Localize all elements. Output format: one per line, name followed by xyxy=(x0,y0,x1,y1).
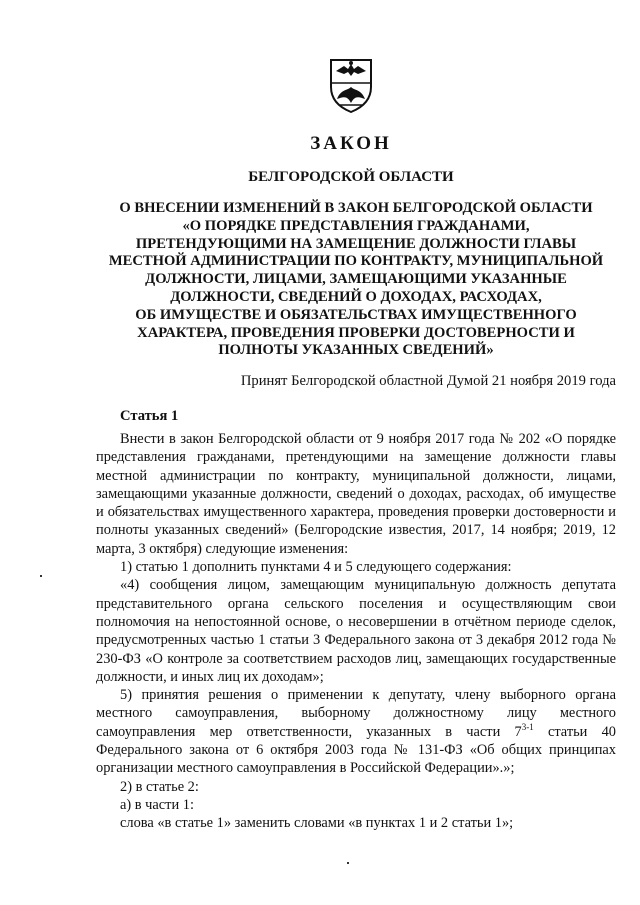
superscript: 3-1 xyxy=(521,721,534,732)
heading-line: «О ПОРЯДКЕ ПРЕДСТАВЛЕНИЯ ГРАЖДАНАМИ, xyxy=(182,217,530,234)
heading-line: ПРЕТЕНДУЮЩИМИ НА ЗАМЕЩЕНИЕ ДОЛЖНОСТИ ГЛАВЫ xyxy=(135,235,577,252)
scan-speck xyxy=(347,862,349,864)
heading-line: ДОЛЖНОСТИ, СВЕДЕНИЙ О ДОХОДАХ, РАСХОДАХ, xyxy=(170,288,542,305)
law-heading xyxy=(96,200,616,360)
paragraph: 1) статью 1 дополнить пунктами 4 и 5 следующего содержания: xyxy=(120,559,512,576)
law-title: ЗАКОН xyxy=(310,133,392,154)
paragraph: 2) в статье 2: xyxy=(120,778,199,795)
paragraph: а) в части 1: xyxy=(120,796,194,813)
paragraph xyxy=(96,686,616,777)
paragraph: «4) сообщения лицом, замещающим муниципальную должность депутата представительного органа сельского поселения и осуществляющим свои полномочия на непостоянной основе, о несовершении в отчётном периоде сделок, предусмотренных частью 1 статьи 3 Федерального закона от 3 декабря 2012 года № 230-ФЗ «О контроле за соответствием расходов лиц, замещающих государственные должности, и иных лиц их доходам»; xyxy=(96,577,616,685)
heading-line: ДОЛЖНОСТИ, ЛИЦАМИ, ЗАМЕЩАЮЩИМИ УКАЗАННЫЕ xyxy=(145,271,567,288)
heading-line: ПОЛНОТЫ УКАЗАННЫХ СВЕДЕНИЙ» xyxy=(218,342,494,359)
article-title: Статья 1 xyxy=(120,408,179,424)
region-title: БЕЛГОРОДСКОЙ ОБЛАСТИ xyxy=(248,169,454,185)
heading-line: ХАРАКТЕРА, ПРОВЕДЕНИЯ ПРОВЕРКИ ДОСТОВЕРНОСТИ И xyxy=(137,324,575,341)
paragraph-text: 5) принятия решения о применении к депутату, члену выборного органа местного самоуправления, выборному должностному лицу местного самоуправления мер ответственности, указанных в части 7 xyxy=(96,687,616,740)
heading-line: ОБ ИМУЩЕСТВЕ И ОБЯЗАТЕЛЬСТВАХ ИМУЩЕСТВЕННОГО xyxy=(135,306,577,323)
adoption-line: Принят Белгородской областной Думой 21 ноября 2019 года xyxy=(240,373,616,389)
heading-line: МЕСТНОЙ АДМИНИСТРАЦИИ ПО КОНТРАКТУ, МУНИЦИПАЛЬНОЙ xyxy=(108,253,604,270)
scan-speck xyxy=(40,575,42,577)
paragraph-text: статьи 40 Федерального закона от 6 октября 2003 года № 131-ФЗ «Об общих принципах организации местного самоуправления в Российской Федерации».»; xyxy=(96,723,616,777)
paragraph: слова «в статье 1» заменить словами «в пунктах 1 и 2 статьи 1»; xyxy=(120,815,514,832)
belgorod-coat-of-arms-icon xyxy=(328,57,374,113)
paragraph: Внести в закон Белгородской области от 9 ноября 2017 года № 202 «О порядке представления гражданами, претендующими на замещение должности главы местной администрации по контракту, муниципальной должности, лицами, замещающими указанные должности, сведений о доходах, расходах, об имуществе и обязательствах имущественного характера, проведения проверки достоверности и полноты указанных сведений» (Белгородские известия, 2017, 14 ноября; 2019, 12 марта, 3 октября) следующие изменения: xyxy=(96,431,616,557)
article-body xyxy=(96,430,616,833)
heading-line: О ВНЕСЕНИИ ИЗМЕНЕНИЙ В ЗАКОН БЕЛГОРОДСКОЙ ОБЛАСТИ xyxy=(119,200,593,216)
